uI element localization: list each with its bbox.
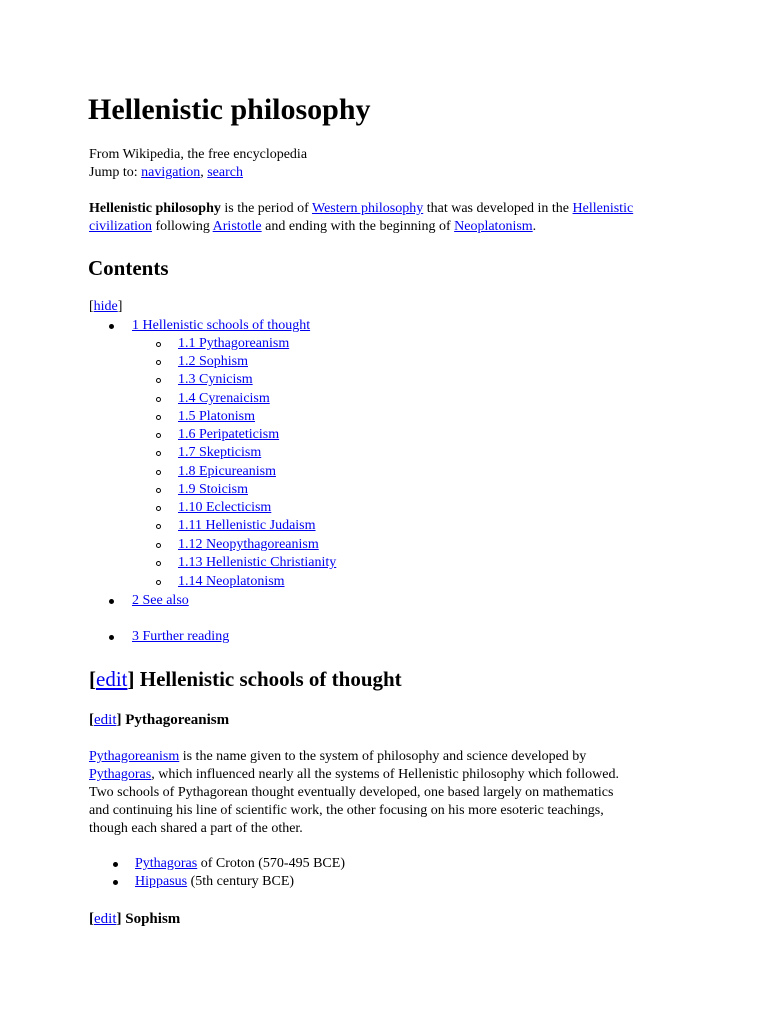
page-title: Hellenistic philosophy	[88, 93, 371, 126]
toc-item[interactable]: 1.12 Neopythagoreanism	[178, 537, 319, 552]
toc-item[interactable]: 1.4 Cyrenaicism	[178, 391, 270, 406]
site-tagline: From Wikipedia, the free encyclopedia	[89, 147, 308, 162]
toc-item[interactable]: 1.6 Peripateticism	[178, 427, 280, 442]
circle-bullet-icon	[156, 561, 161, 566]
toc-item[interactable]: 1.5 Platonism	[178, 409, 256, 424]
circle-bullet-icon	[156, 433, 161, 438]
pythagoras-list-link[interactable]: Pythagoras	[135, 856, 198, 871]
subsection-title: Pythagoreanism	[125, 712, 230, 728]
intro-bold-term: Hellenistic philosophy	[89, 201, 221, 216]
bullet-icon	[113, 880, 118, 885]
toc-hide-toggle: [hide]	[89, 299, 123, 314]
bullet-icon	[109, 635, 114, 640]
circle-bullet-icon	[156, 415, 161, 420]
pythagoras-link[interactable]: Pythagoras	[89, 767, 152, 782]
bullet-icon	[109, 324, 114, 329]
section-title: Hellenistic schools of thought	[139, 667, 402, 691]
circle-bullet-icon	[156, 397, 161, 402]
subsection-title: Sophism	[125, 911, 181, 927]
circle-bullet-icon	[156, 580, 161, 585]
edit-link[interactable]: edit	[96, 667, 128, 691]
subsection-heading-pythagoreanism: [edit] Pythagoreanism	[89, 712, 230, 728]
section-heading-schools: [edit] Hellenistic schools of thought	[89, 667, 402, 691]
toc-item[interactable]: 1.11 Hellenistic Judaism	[178, 518, 316, 533]
circle-bullet-icon	[156, 506, 161, 511]
pythagoreanism-paragraph: Pythagoreanism is the name given to the system of philosophy and science developed by Pythagoras, which influenced nearly all the systems of Hellenistic philosophy which followed. Two schools of Pythagorean thought eventually developed, one based largely on mathematics and continuing his line of scientific work, the other focusing on his more esoteric teachings, though each shared a part of the other.	[89, 749, 619, 836]
toc-item[interactable]: 1.7 Skepticism	[178, 445, 262, 460]
toc-heading: Contents	[88, 256, 169, 280]
toc-item[interactable]: 1.2 Sophism	[178, 354, 249, 369]
circle-bullet-icon	[156, 524, 161, 529]
toc-item[interactable]: 1 Hellenistic schools of thought	[132, 318, 311, 333]
list-item: Pythagoras of Croton (570-495 BCE)	[135, 856, 345, 871]
edit-link[interactable]: edit	[94, 712, 117, 728]
subsection-heading-sophism: [edit] Sophism	[89, 911, 181, 927]
civilization-link[interactable]: civilization	[89, 219, 152, 234]
toc-item[interactable]: 2 See also	[132, 593, 189, 608]
western-philosophy-link[interactable]: Western philosophy	[311, 201, 424, 216]
aristotle-link[interactable]: Aristotle	[212, 219, 262, 234]
toc-item[interactable]: 1.3 Cynicism	[178, 372, 253, 387]
toc-item[interactable]: 1.8 Epicureanism	[178, 464, 276, 479]
jump-to-line: Jump to: navigation, search	[89, 165, 243, 180]
circle-bullet-icon	[156, 543, 161, 548]
jump-to-label: Jump to:	[89, 165, 138, 180]
circle-bullet-icon	[156, 451, 161, 456]
circle-bullet-icon	[156, 470, 161, 475]
toc-item[interactable]: 1.14 Neoplatonism	[178, 574, 285, 589]
toc-item[interactable]: 1.10 Eclecticism	[178, 500, 272, 515]
toc-item[interactable]: 1.13 Hellenistic Christianity	[178, 555, 337, 570]
toc-item[interactable]: 3 Further reading	[132, 629, 230, 644]
bullet-icon	[113, 862, 118, 867]
circle-bullet-icon	[156, 378, 161, 383]
edit-link[interactable]: edit	[94, 911, 117, 927]
circle-bullet-icon	[156, 488, 161, 493]
jump-navigation-link[interactable]: navigation	[141, 165, 201, 180]
hippasus-list-link[interactable]: Hippasus	[135, 874, 188, 889]
intro-paragraph: Hellenistic philosophy is the period of Western philosophy that was developed in the Hellenistic civilization following Aristotle and ending with the beginning of Neoplatonism.	[89, 201, 634, 234]
bullet-icon	[109, 599, 114, 604]
toc-hide-link[interactable]: hide	[93, 299, 118, 314]
jump-search-link[interactable]: search	[207, 165, 243, 180]
circle-bullet-icon	[156, 360, 161, 365]
neoplatonism-link[interactable]: Neoplatonism	[454, 219, 533, 234]
hellenistic-link[interactable]: Hellenistic	[572, 201, 634, 216]
circle-bullet-icon	[156, 342, 161, 347]
list-item: Hippasus (5th century BCE)	[135, 874, 295, 889]
toc-item[interactable]: 1.9 Stoicism	[178, 482, 249, 497]
pythagoreanism-link[interactable]: Pythagoreanism	[89, 749, 180, 764]
toc-item[interactable]: 1.1 Pythagoreanism	[178, 336, 290, 351]
